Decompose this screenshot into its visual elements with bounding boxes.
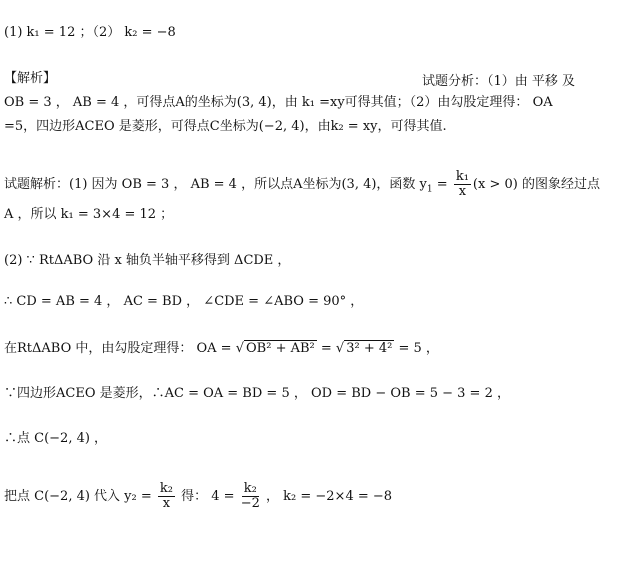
fraction-k2-over-x [158, 482, 175, 511]
sqrt-symbol: √ [235, 341, 245, 356]
fraction-k2-over-neg2 [241, 482, 260, 511]
solution-2-line-5: ∴点 C(−2, 4) ， [4, 431, 108, 446]
pythagoras-text: 在RtΔABO 中，由勾股定理得： OA = [4, 341, 236, 356]
analysis-header: 【解析】 [4, 71, 57, 86]
fraction-k1-over-x [454, 170, 471, 199]
fraction-denominator: x [162, 496, 171, 511]
solution-2-line-2: ∴ CD = AB = 4 ， AC = BD ， ∠CDE = ∠ABO = 90° ， [4, 294, 364, 309]
solution-1-text: 试题解析：(1) 因为 OB = 3 ， AB = 4 ，所以点A坐标为(3, 4)，函数 y [4, 177, 427, 192]
solution-2-line-3 [4, 340, 439, 358]
sqrt-radicand-1: OB² + AB² [246, 341, 315, 356]
fraction-denominator: x [458, 184, 467, 199]
fraction-denominator: −2 [240, 496, 260, 511]
solution-1-condition: (x > 0) 的图象经过点 [472, 177, 600, 192]
solution-1-equals: = [432, 177, 452, 192]
sqrt-symbol: √ [335, 341, 345, 356]
solution-1-line-a [4, 170, 600, 199]
answer-line: (1) k₁ = 12 ；（2） k₂ = −8 [4, 25, 176, 40]
substitute-mid: 得： 4 = [177, 489, 239, 504]
analysis-intro: 试题分析：（1）由 平移 及 [422, 74, 576, 89]
solution-2-line-1: (2) ∵ RtΔABO 沿 x 轴负半轴平移得到 ΔCDE ， [4, 253, 291, 268]
solution-1-line-b: A ，所以 k₁ = 3×4 = 12 ； [4, 207, 174, 222]
sqrt-radicand-2: 3² + 4² [346, 341, 393, 356]
solution-2-line-4: ∵四边形ACEO 是菱形，∴AC = OA = BD = 5 ， OD = BD − OB = 5 − 3 = 2 ， [4, 386, 510, 401]
fraction-numerator: k₂ [243, 481, 257, 496]
analysis-line-2: OB = 3 ， AB = 4 ，可得点A的坐标为(3, 4)，由 k₁ =xy可得其值；（2）由勾股定理得： OA [4, 95, 553, 110]
pythagoras-result: = 5 ， [394, 341, 439, 356]
pythagoras-equals: = [316, 341, 336, 356]
fraction-numerator: k₁ [455, 169, 469, 184]
analysis-line-3: =5，四边形ACEO 是菱形，可得点C坐标为(−2, 4)，由k₂ = xy，可得其值. [4, 119, 447, 134]
substitute-text: 把点 C(−2, 4) 代入 y₂ = [4, 489, 156, 504]
fraction-numerator: k₂ [159, 481, 173, 496]
final-result: ， k₂ = −2×4 = −8 [261, 489, 393, 504]
solution-1-subscript: 1 [426, 184, 433, 195]
solution-2-line-6 [4, 482, 392, 511]
